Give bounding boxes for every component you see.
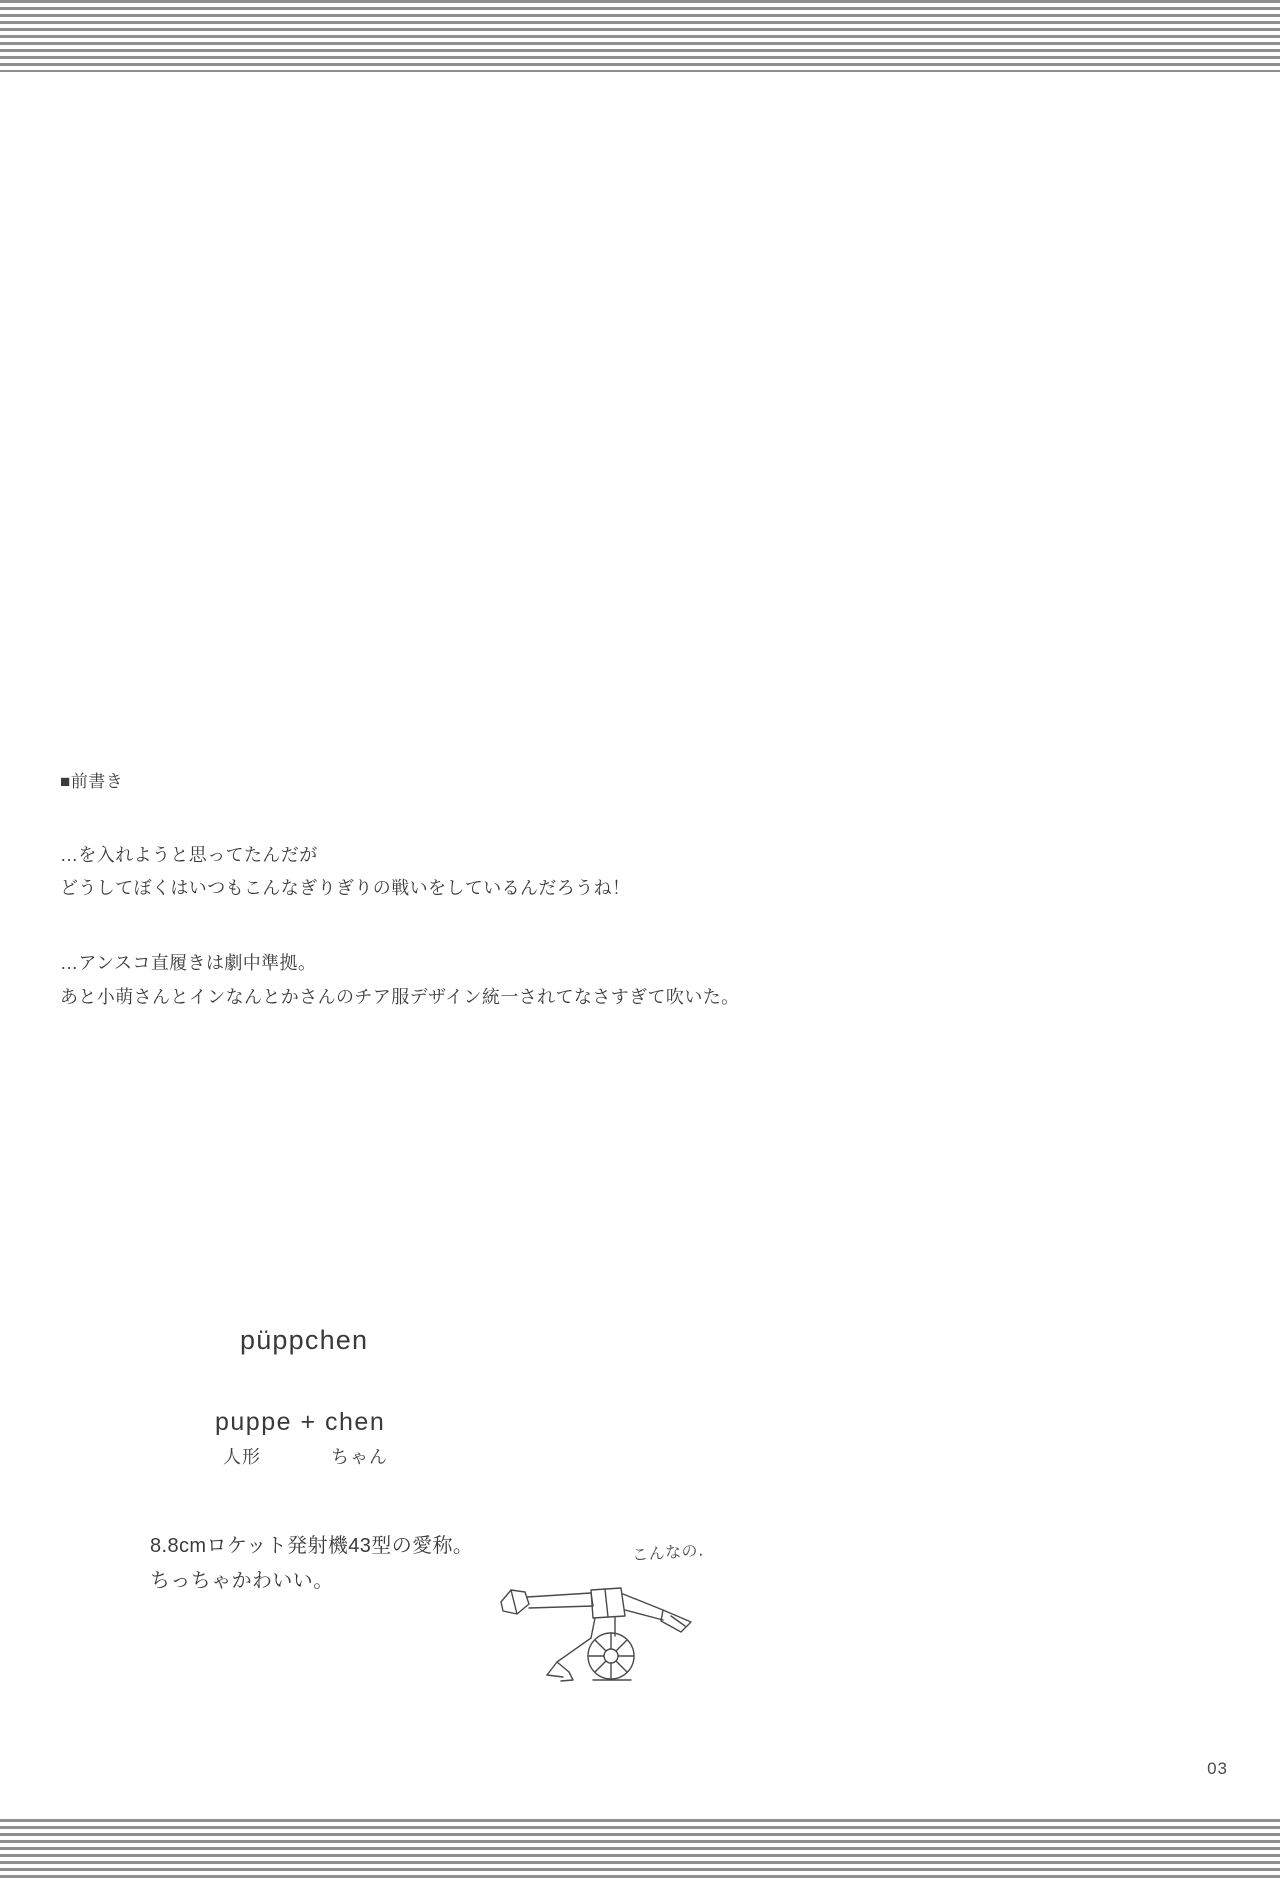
preface-line: あと小萌さんとインなんとかさんのチア服デザイン統一されてなさすぎて吹いた。: [60, 986, 740, 1007]
glossary-definition-line: ちっちゃかわいい。: [150, 1570, 334, 1592]
bottom-stripe-band: [0, 1819, 1280, 1881]
glossary-word-split: puppe + chen: [215, 1408, 386, 1436]
glossary-gloss-part-1: 人形: [223, 1447, 261, 1467]
preface-paragraph-2: [60, 947, 1060, 1014]
page-number: 03: [1207, 1759, 1228, 1778]
preface-section: [60, 770, 1060, 1014]
preface-heading: ■前書き: [60, 772, 124, 791]
glossary-word: püppchen: [240, 1325, 369, 1355]
rocket-launcher-sketch: [495, 1580, 745, 1710]
preface-paragraph-1: [60, 839, 1060, 906]
preface-line: どうしてぼくはいつもこんなぎりぎりの戦いをしているんだろうね！: [60, 878, 631, 899]
glossary-definition-line: 8.8cmロケット発射機43型の愛称。: [150, 1535, 474, 1557]
preface-line: …を入れようと思ってたんだが: [60, 844, 318, 865]
glossary-gloss-part-2: ちゃん: [331, 1447, 388, 1467]
preface-line: …アンスコ直履きは劇中準拠。: [60, 953, 317, 974]
glossary-section: [150, 1325, 875, 1599]
glossary-word-gloss: [223, 1443, 875, 1469]
top-stripe-band: [0, 0, 1280, 72]
handwritten-note: こんなの.: [631, 1540, 705, 1565]
